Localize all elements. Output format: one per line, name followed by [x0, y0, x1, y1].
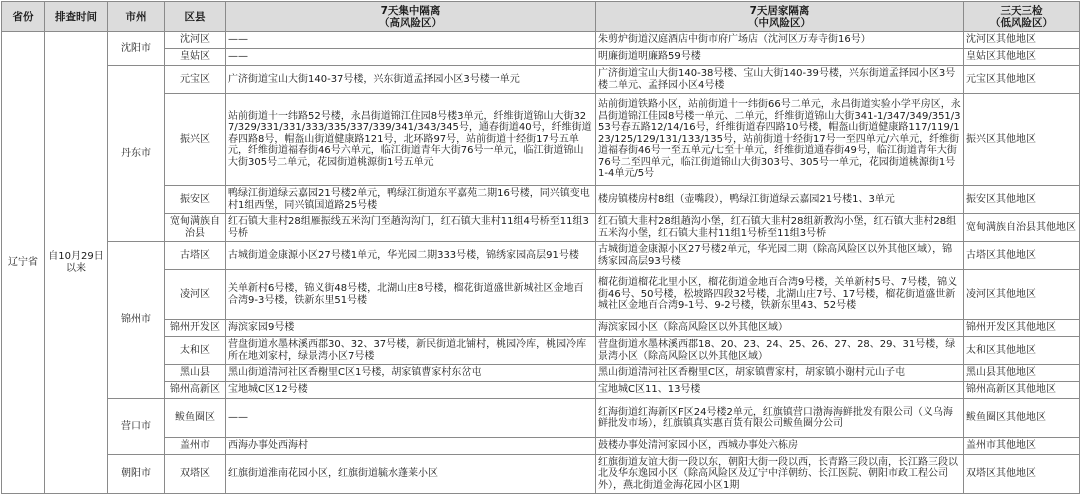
mid-risk-cell: 广济街道宝山大街140-38号楼、宝山大街140-39号楼，兴东街道孟择园小区3号楼二单元、孟择园小区4号楼	[596, 66, 964, 94]
low-risk-cell: 古塔区其他地区	[964, 242, 1080, 270]
high-risk-cell: ——	[226, 399, 596, 438]
high-risk-cell: 广济街道宝山大街140-37号楼，兴东街道孟择园小区3号楼一单元	[226, 66, 596, 94]
county-cell: 凌河区	[165, 270, 226, 320]
header-high-line1: 7天集中隔离	[380, 4, 441, 17]
table-row	[2, 32, 1080, 49]
high-risk-cell: 古城街道金康源小区27号楼1单元，华光园二期333号楼，锦绣家园高层91号楼	[226, 242, 596, 270]
low-risk-cell: 盖州市其他地区	[964, 438, 1080, 455]
mid-risk-cell: 古城街道金康源小区27号楼2单元，华光园二期（除高风险区以外其他区域），锦绣家园高层93号楼	[596, 242, 964, 270]
county-cell: 双塔区	[165, 455, 226, 494]
table-row	[2, 399, 1080, 438]
table-row	[2, 455, 1080, 494]
header-mid-risk	[596, 2, 964, 32]
low-risk-cell: 双塔区其他地区	[964, 455, 1080, 494]
risk-area-table	[1, 1, 1080, 494]
county-cell: 振安区	[165, 186, 226, 214]
mid-risk-cell: 红海街道红海新区F区24号楼2单元，红旗镇营口渤海海鲜批发有限公司（义乌海鲜批发市场），红旗镇真实惠百货有限公司鲅鱼圈分公司	[596, 399, 964, 438]
header-mid-line1: 7天居家隔离	[749, 4, 810, 17]
header-county: 区县	[165, 2, 226, 32]
county-cell: 元宝区	[165, 66, 226, 94]
low-risk-cell: 振兴区其他地区	[964, 94, 1080, 186]
table-row	[2, 66, 1080, 94]
low-risk-cell: 宽甸满族自治县其他地区	[964, 214, 1080, 242]
county-cell: 太和区	[165, 337, 226, 365]
county-cell: 锦州高新区	[165, 382, 226, 399]
mid-risk-cell: 海滨家园小区（除高风险区以外其他区域）	[596, 320, 964, 337]
high-risk-cell: 鸭绿江街道绿云嘉园21号楼2单元，鸭绿江街道东平嘉苑二期16号楼，同兴镇变电村1组西堡，同兴镇国道路25号楼	[226, 186, 596, 214]
mid-risk-cell: 营盘街道水墨林溪西郡18、20、23、24、25、26、27、28、29、31号楼，绿景湾小区（除高风险区以外其他区域）	[596, 337, 964, 365]
county-cell: 黑山县	[165, 365, 226, 382]
header-city: 市州	[108, 2, 165, 32]
low-risk-cell: 皇姑区其他地区	[964, 49, 1080, 66]
low-risk-cell: 锦州高新区其他地区	[964, 382, 1080, 399]
header-high-line2: （高风险区）	[379, 16, 442, 29]
county-cell: 皇姑区	[165, 49, 226, 66]
header-time: 排查时间	[45, 2, 108, 32]
header-low-risk	[964, 2, 1080, 32]
mid-risk-cell: 朱剪炉街道汉庭酒店中街市府广场店（沈河区万寿寺街16号）	[596, 32, 964, 49]
mid-risk-cell: 黑山街道清河社区香榭里C区，胡家镇曹家村，胡家镇小谢村元山子屯	[596, 365, 964, 382]
mid-risk-cell: 宝地城C区11、13号楼	[596, 382, 964, 399]
header-low-line2: （低风险区）	[990, 16, 1053, 29]
low-risk-cell: 凌河区其他地区	[964, 270, 1080, 320]
high-risk-cell: 关单新村6号楼，锦义街48号楼，北湖山庄8号楼，榴花街道盛世新城社区金地百合湾9-3号楼，铁新东里51号楼	[226, 270, 596, 320]
low-risk-cell: 鲅鱼圈区其他地区	[964, 399, 1080, 438]
low-risk-cell: 振安区其他地区	[964, 186, 1080, 214]
mid-risk-cell: 明廉街道明廉路59号楼	[596, 49, 964, 66]
time-cell: 自10月29日以来	[45, 32, 108, 494]
mid-risk-cell: 鼓楼办事处清河家园小区，西城办事处六栋房	[596, 438, 964, 455]
city-cell-shenyang: 沈阳市	[108, 32, 165, 66]
county-cell: 鲅鱼圈区	[165, 399, 226, 438]
high-risk-cell: 海滨家园9号楼	[226, 320, 596, 337]
header-mid-line2: （中风险区）	[748, 16, 811, 29]
high-risk-cell: 黑山街道清河社区香榭里C区1号楼，胡家镇曹家村东岔屯	[226, 365, 596, 382]
county-cell: 振兴区	[165, 94, 226, 186]
county-cell: 锦州开发区	[165, 320, 226, 337]
low-risk-cell: 锦州开发区其他地区	[964, 320, 1080, 337]
header-high-risk	[226, 2, 596, 32]
low-risk-cell: 黑山县其他地区	[964, 365, 1080, 382]
county-cell: 宽甸满族自治县	[165, 214, 226, 242]
mid-risk-cell: 站前街道铁路小区，站前街道十一纬街66号二单元，永昌街道实验小学平房区，永昌街道锦江佳园8号楼一单元、二单元，纤维街道锦山大街341-1/347/349/351/353号春五路12/14/16号，纤维街道春四路10号楼，帽盔山街道健康路117/119/123/125/129/131/133/135号，站前街道十经街17号一至四单元/六单元，纤维街道福春街46号一至五单元/七至十单元，纤维街道通春街49号，临江街道青年大街76号二至四单元，临江街道锦山大街303号、305号一单元，花园街道桃源街1号1-4单元/5号	[596, 94, 964, 186]
low-risk-cell: 太和区其他地区	[964, 337, 1080, 365]
city-cell-dandong: 丹东市	[108, 66, 165, 242]
header-low-line1: 三天三检	[1000, 4, 1043, 17]
low-risk-cell: 元宝区其他地区	[964, 66, 1080, 94]
county-cell: 古塔区	[165, 242, 226, 270]
mid-risk-cell: 红石镇大韭村28组趟沟小堡，红石镇大韭村28组新教沟小堡，红石镇大韭村28组五米沟小堡，红石镇大韭村11组1号桥至11组3号桥	[596, 214, 964, 242]
header-province: 省份	[2, 2, 45, 32]
low-risk-cell: 沈河区其他地区	[964, 32, 1080, 49]
city-cell-chaoyang: 朝阳市	[108, 455, 165, 494]
province-cell: 辽宁省	[2, 32, 45, 494]
high-risk-cell: 红石镇大韭村28组雁振线五米沟门至趟沟沟门，红石镇大韭村11组4号桥至11组3号桥	[226, 214, 596, 242]
county-cell: 沈河区	[165, 32, 226, 49]
high-risk-cell: 西海办事处西海村	[226, 438, 596, 455]
high-risk-cell: ——	[226, 32, 596, 49]
high-risk-cell: 红旗街道淮南花园小区，红旗街道毓水蓬莱小区	[226, 455, 596, 494]
high-risk-cell: ——	[226, 49, 596, 66]
high-risk-cell: 营盘街道水墨林溪西郡30、32、37号楼，新民街道北铺村，桃园冷库，桃园冷库所在地刘家村，绿景湾小区7号楼	[226, 337, 596, 365]
mid-risk-cell: 红旗街道友谊大街一段以东，朝阳大街一段以西，长青路三段以南，长江路三段以北及华东逸园小区（除高风险区及辽宁中洋朝纺、长江医院、朝阳市政工程公司外），燕北街道金海花园小区1期	[596, 455, 964, 494]
mid-risk-cell: 楼房镇楼房村8组（壶嘴段），鸭绿江街道绿云嘉园21号楼1、3单元	[596, 186, 964, 214]
header-row	[2, 2, 1080, 32]
mid-risk-cell: 榴花街道榴花北里小区，榴花街道金地百合湾9号楼，关单新村5号、7号楼，锦义街46号、50号楼，松坡路四段32号楼，北湖山庄7号、17号楼，榴花街道盛世新城社区金地百合湾9-1号、9-2号楼，铁新东里43、52号楼	[596, 270, 964, 320]
county-cell: 盖州市	[165, 438, 226, 455]
city-cell-jinzhou: 锦州市	[108, 242, 165, 399]
high-risk-cell: 站前街道十一纬路52号楼，永昌街道锦江住园8号楼3单元，纤维街道锦山大街327/329/331/331/333/335/337/339/341/343/345号，通春街道40号，纤维街道春四路8号，帽盔山街道健康路121号，北环路97号，站前街道十经街17号五单元，纤维街道福春街46号六单元，临江街道青年大街76号一单元，临江街道锦山大街305号二单元，花园街道桃源街1号五单元	[226, 94, 596, 186]
city-cell-yingkou: 营口市	[108, 399, 165, 455]
high-risk-cell: 宝地城C区12号楼	[226, 382, 596, 399]
table-row	[2, 242, 1080, 270]
